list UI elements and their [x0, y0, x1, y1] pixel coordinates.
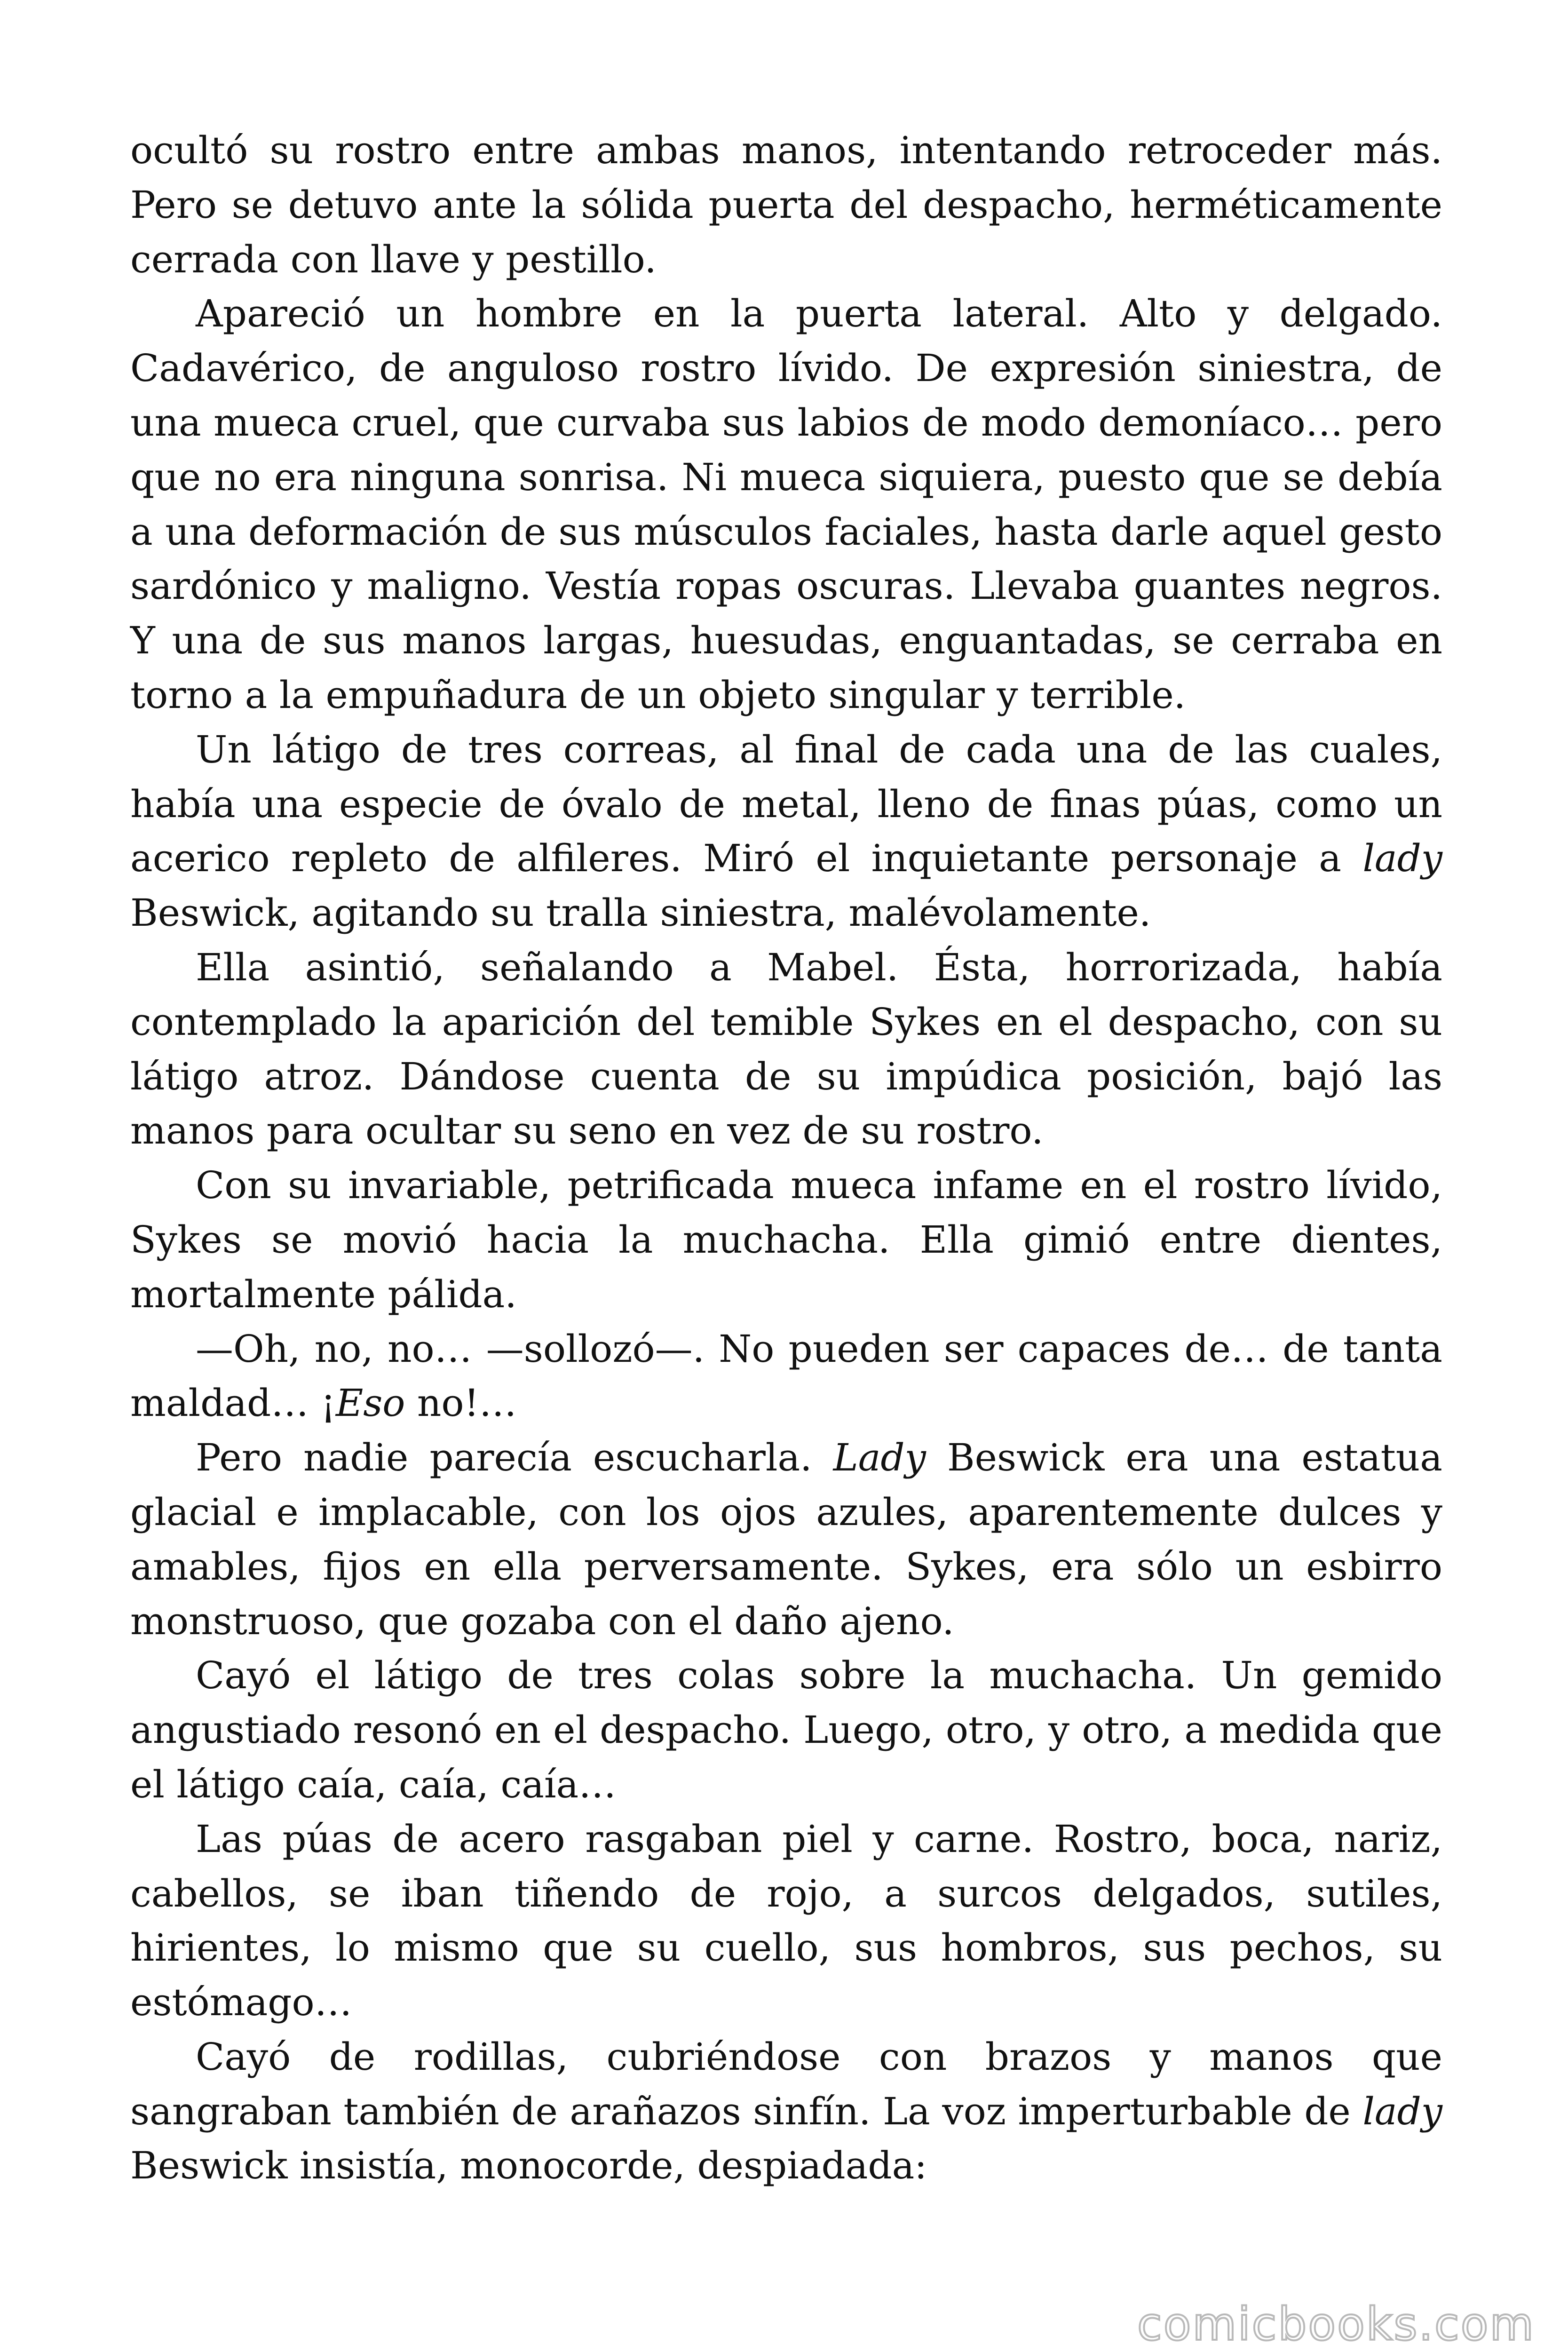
paragraph-9 [130, 1812, 1442, 2030]
paragraph-3-text-b: Beswick, agitando su tralla siniestra, malévolamente. [130, 891, 1151, 935]
paragraph-6-italic: Eso [335, 1381, 405, 1425]
paragraph-10-italic: lady [1362, 2089, 1442, 2133]
paragraph-10-text-b: Beswick insistía, monocorde, despiadada: [130, 2144, 927, 2188]
paragraph-5 [130, 1158, 1442, 1321]
paragraph-3-italic: lady [1362, 836, 1442, 881]
paragraph-5-text: Con su invariable, petrificada mueca infame en el rostro lívido, Sykes se movió hacia la muchacha. Ella gimió entre dientes, mortalmente pálida. [130, 1163, 1442, 1316]
paragraph-2 [130, 286, 1442, 722]
paragraph-7-text-a: Pero nadie parecía escucharla. [196, 1436, 833, 1480]
paragraph-3-text-a: Un látigo de tres correas, al final de cada una de las cuales, había una especie de óvalo de metal, lleno de finas púas, como un acerico repleto de alfileres. Miró el inquietante personaje a [130, 727, 1442, 881]
paragraph-1 [130, 123, 1442, 286]
paragraph-3 [130, 723, 1442, 940]
paragraph-10-text-a: Cayó de rodillas, cubriéndose con brazos y manos que sangraban también de arañazos sinfín. La voz imperturbable de [130, 2034, 1442, 2133]
paragraph-6-text-b: no!… [405, 1381, 517, 1425]
paragraph-6 [130, 1322, 1442, 1431]
paragraph-2-text: Apareció un hombre en la puerta lateral. Alto y delgado. Cadavérico, de anguloso rostro lívido. De expresión siniestra, de una mueca cruel, que curvaba sus labios de modo demoníaco… pero que no era ninguna sonrisa. Ni mueca siquiera, puesto que se debía a una deformación de sus músculos faciales, hasta darle aquel gesto sardónico y maligno. Vestía ropas oscuras. Llevaba guantes negros. Y una de sus manos largas, huesudas, enguantadas, se cerraba en torno a la empuñadura de un objeto singular y terrible. [130, 292, 1442, 717]
paragraph-10 [130, 2030, 1442, 2193]
paragraph-6-text-a: —Oh, no, no… —sollozó—. No pueden ser capaces de… de tanta maldad… ¡ [130, 1327, 1442, 1425]
paragraph-7-text-b: Beswick era una estatua glacial e implacable, con los ojos azules, aparentemente dulces y amables, fijos en ella perversamente. Sykes, era sólo un esbirro monstruoso, que gozaba con el daño ajeno. [130, 1436, 1442, 1643]
paragraph-4-text: Ella asintió, señalando a Mabel. Ésta, horrorizada, había contemplado la aparición del temible Sykes en el despacho, con su látigo atroz. Dándose cuenta de su impúdica posición, bajó las manos para ocultar su seno en vez de su rostro. [130, 945, 1442, 1153]
paragraph-7 [130, 1430, 1442, 1648]
paragraph-4 [130, 940, 1442, 1158]
paragraph-8-text: Cayó el látigo de tres colas sobre la muchacha. Un gemido angustiado resonó en el despacho. Luego, otro, y otro, a medida que el látigo caía, caía, caía… [130, 1653, 1442, 1806]
paragraph-7-italic: Lady [833, 1436, 926, 1480]
paragraph-8 [130, 1648, 1442, 1812]
page-body [130, 123, 1442, 2193]
paragraph-9-text: Las púas de acero rasgaban piel y carne. Rostro, boca, nariz, cabellos, se iban tiñendo de rojo, a surcos delgados, sutiles, hirientes, lo mismo que su cuello, sus hombros, sus pechos, su estómago… [130, 1817, 1442, 2025]
paragraph-1-text: ocultó su rostro entre ambas manos, intentando retroceder más. Pero se detuvo ante la sólida puerta del despacho, herméticamente cerrada con llave y pestillo. [130, 128, 1442, 281]
watermark-logo: comicbooks.com [1137, 2298, 1535, 2351]
